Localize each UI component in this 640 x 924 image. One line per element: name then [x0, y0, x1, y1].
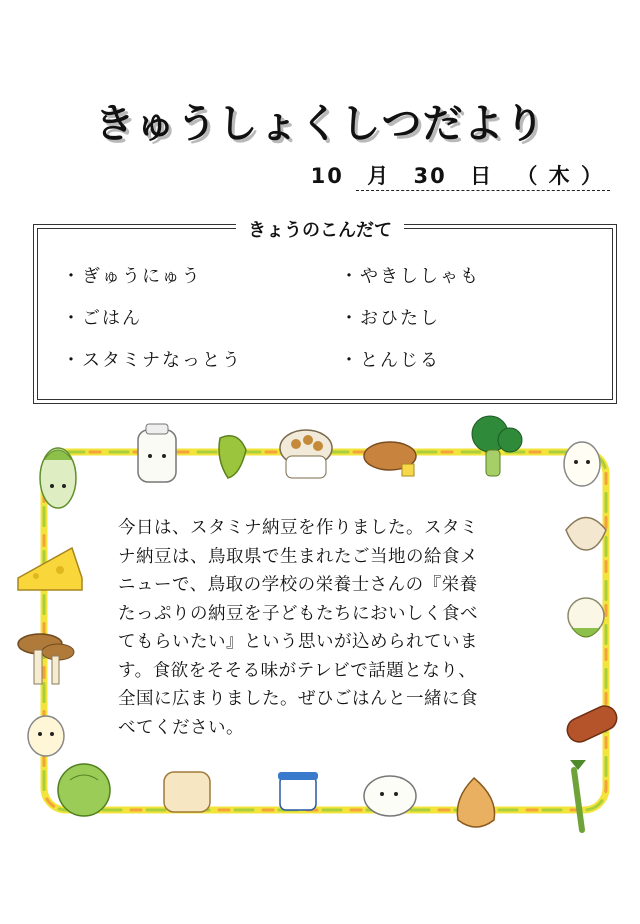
rice-bowl-icon [364, 776, 416, 816]
date-month-unit: 月 [367, 164, 391, 188]
page-title: きゅうしょくしつだより [94, 101, 546, 147]
natto-icon [280, 430, 332, 478]
article-text [118, 514, 528, 742]
cheese-icon [18, 548, 82, 590]
cabbage-icon [58, 764, 110, 816]
date-day-unit: 日 [470, 164, 494, 188]
date-weekday: （ 木 ） [516, 164, 604, 188]
menu-heading: きょうのこんだて [0, 216, 640, 242]
cauliflower-icon [568, 598, 604, 637]
date-day: 30 [413, 164, 447, 188]
yogurt-icon [278, 772, 318, 810]
article-line: 全国に広まりました。ぜひごはんと一緒に食 [118, 689, 478, 709]
bread-roll-icon [364, 442, 416, 476]
article-line: たっぷりの納豆を子どもたちにおいしく食べ [118, 603, 478, 624]
article-line: 今日は、スタミナ納豆を作りました。スタミ [118, 518, 478, 538]
sausage-icon [563, 702, 620, 746]
toast-icon [164, 772, 210, 812]
article-line: てもらいたい』という思いが込められていま [118, 632, 478, 652]
menu-item-tonjiru: ・とんじる [340, 350, 440, 371]
article-line: べてください。 [118, 717, 244, 738]
egg-icon [564, 442, 600, 486]
onion-icon [457, 778, 494, 827]
menu-item-milk: ・ぎゅうにゅう [62, 266, 202, 287]
menu-item-shishamo: ・やきししゃも [340, 266, 480, 287]
article-line: ニューで、鳥取の学校の栄養士さんの『栄養 [118, 575, 478, 595]
article-line: ナ納豆は、鳥取県で生まれたご当地の給食メ [118, 546, 478, 567]
date-month: 10 [310, 164, 344, 188]
napa-cabbage-icon [40, 448, 76, 508]
milk-bottle-icon [138, 424, 176, 482]
clam-icon [566, 518, 606, 551]
chick-icon [28, 716, 64, 756]
okra-icon [219, 436, 246, 478]
menu-item-ohitashi: ・おひたし [340, 308, 440, 329]
broccoli-icon [472, 416, 522, 476]
article-line: す。食欲をそそる味がテレビで話題となり、 [118, 660, 477, 681]
menu-item-natto: ・スタミナなっとう [62, 350, 242, 371]
menu-item-rice: ・ごはん [62, 308, 142, 329]
asparagus-icon [570, 760, 586, 830]
